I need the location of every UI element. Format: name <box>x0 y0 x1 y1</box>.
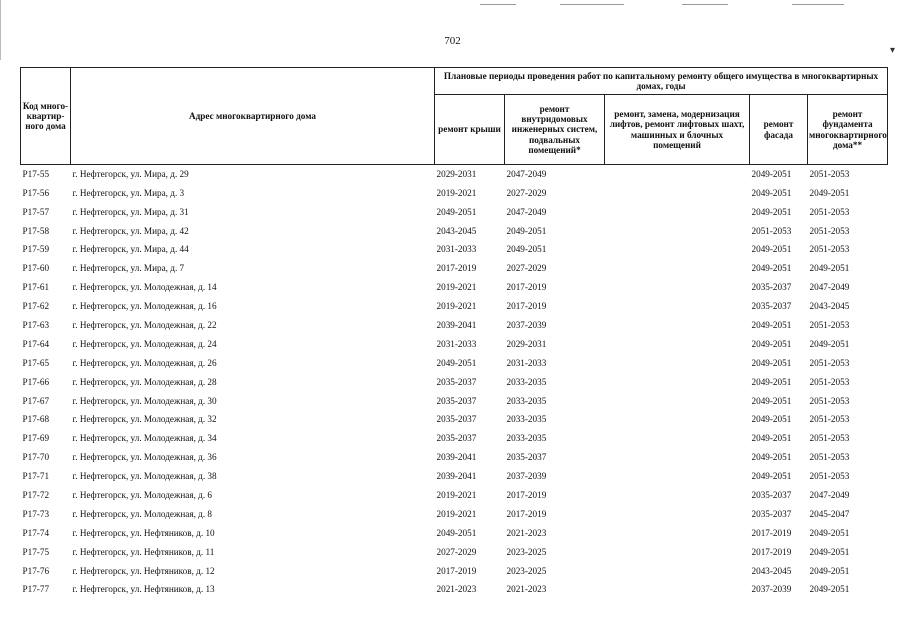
cell-address: г. Нефтегорск, ул. Молодежная, д. 28 <box>72 376 217 387</box>
cell-address: г. Нефтегорск, ул. Мира, д. 42 <box>72 225 189 236</box>
table-row <box>21 448 888 467</box>
table-body <box>21 165 888 600</box>
cell-address: г. Нефтегорск, ул. Мира, д. 29 <box>72 168 189 179</box>
cell-address: г. Нефтегорск, ул. Молодежная, д. 22 <box>72 319 217 330</box>
header-periods-group: Плановые периоды проведения работ по капитальному ремонту общего имущества в многоквартирных домах, годы <box>435 68 888 95</box>
cell-foundation: 2049-2051 <box>809 527 850 538</box>
cell-code: Р17-66 <box>22 376 50 387</box>
cell-foundation: 2051-2053 <box>809 206 850 217</box>
cell-elevators <box>605 184 750 203</box>
cell-elevators <box>605 448 750 467</box>
cell-roof: 2017-2019 <box>436 565 477 576</box>
cell-foundation: 2049-2051 <box>809 187 850 198</box>
cell-address: г. Нефтегорск, ул. Молодежная, д. 8 <box>72 508 213 519</box>
cell-elevators <box>605 335 750 354</box>
cell-engineering: 2023-2025 <box>506 565 547 576</box>
cell-engineering: 2027-2029 <box>506 263 547 274</box>
cell-facade: 2049-2051 <box>751 206 792 217</box>
table-row <box>21 486 888 505</box>
table-row <box>21 467 888 486</box>
cell-foundation: 2051-2053 <box>809 357 850 368</box>
table-row <box>21 392 888 411</box>
cell-elevators <box>605 165 750 184</box>
cell-code: Р17-55 <box>22 168 50 179</box>
cell-foundation: 2049-2051 <box>809 263 850 274</box>
cell-engineering: 2033-2035 <box>506 395 547 406</box>
cell-address: г. Нефтегорск, ул. Молодежная, д. 16 <box>72 301 217 312</box>
cell-engineering: 2017-2019 <box>506 508 547 519</box>
cell-engineering: 2035-2037 <box>506 452 547 463</box>
cell-engineering: 2047-2049 <box>506 168 547 179</box>
table-row <box>21 222 888 241</box>
cell-address: г. Нефтегорск, ул. Молодежная, д. 36 <box>72 452 217 463</box>
header-engineering: ремонт внутридомовых инженерных систем, подвальных помещений* <box>505 95 605 165</box>
cell-foundation: 2043-2045 <box>809 301 850 312</box>
header-address: Адрес многоквартирного дома <box>71 68 435 165</box>
scan-artifact-line <box>682 4 728 5</box>
cell-code: Р17-76 <box>22 565 50 576</box>
cell-code: Р17-60 <box>22 263 50 274</box>
table-row <box>21 259 888 278</box>
cell-engineering: 2029-2031 <box>506 338 547 349</box>
cell-roof: 2039-2041 <box>436 319 477 330</box>
cell-address: г. Нефтегорск, ул. Мира, д. 44 <box>72 244 189 255</box>
cell-engineering: 2017-2019 <box>506 301 547 312</box>
cell-foundation: 2051-2053 <box>809 471 850 482</box>
cell-roof: 2049-2051 <box>436 357 477 368</box>
cell-code: Р17-65 <box>22 357 50 368</box>
cell-code: Р17-59 <box>22 244 50 255</box>
cell-code: Р17-67 <box>22 395 50 406</box>
cell-code: Р17-70 <box>22 452 50 463</box>
header-roof: ремонт крыши <box>435 95 505 165</box>
cell-roof: 2035-2037 <box>436 376 477 387</box>
cell-foundation: 2049-2051 <box>809 565 850 576</box>
cell-roof: 2035-2037 <box>436 433 477 444</box>
cell-facade: 2049-2051 <box>751 338 792 349</box>
cell-engineering: 2017-2019 <box>506 489 547 500</box>
cell-elevators <box>605 222 750 241</box>
cell-elevators <box>605 543 750 562</box>
cell-roof: 2043-2045 <box>436 225 477 236</box>
cell-roof: 2049-2051 <box>436 206 477 217</box>
table-row <box>21 278 888 297</box>
cell-facade: 2017-2019 <box>751 527 792 538</box>
cell-elevators <box>605 486 750 505</box>
cell-facade: 2035-2037 <box>751 508 792 519</box>
cell-facade: 2017-2019 <box>751 546 792 557</box>
cell-roof: 2035-2037 <box>436 414 477 425</box>
cell-facade: 2035-2037 <box>751 301 792 312</box>
cell-facade: 2049-2051 <box>751 187 792 198</box>
table-row <box>21 429 888 448</box>
cell-engineering: 2037-2039 <box>506 319 547 330</box>
cell-foundation: 2051-2053 <box>809 376 850 387</box>
cell-elevators <box>605 392 750 411</box>
cell-roof: 2019-2021 <box>436 508 477 519</box>
cell-facade: 2049-2051 <box>751 263 792 274</box>
cell-code: Р17-62 <box>22 301 50 312</box>
page-number: 702 <box>444 35 461 47</box>
cell-elevators <box>605 354 750 373</box>
cell-roof: 2035-2037 <box>436 395 477 406</box>
table-row <box>21 184 888 203</box>
cell-roof: 2019-2021 <box>436 489 477 500</box>
cell-foundation: 2047-2049 <box>809 489 850 500</box>
cell-code: Р17-72 <box>22 489 50 500</box>
cell-roof: 2029-2031 <box>436 168 477 179</box>
scan-artifact-line <box>480 4 516 5</box>
table-row <box>21 354 888 373</box>
cell-engineering: 2021-2023 <box>506 584 547 595</box>
cell-engineering: 2033-2035 <box>506 376 547 387</box>
table-row <box>21 335 888 354</box>
cell-foundation: 2047-2049 <box>809 282 850 293</box>
cell-facade: 2049-2051 <box>751 244 792 255</box>
cell-address: г. Нефтегорск, ул. Нефтяников, д. 11 <box>72 546 215 557</box>
cell-code: Р17-69 <box>22 433 50 444</box>
cell-code: Р17-77 <box>22 584 50 595</box>
cell-elevators <box>605 203 750 222</box>
cell-facade: 2043-2045 <box>751 565 792 576</box>
cell-elevators <box>605 467 750 486</box>
cell-roof: 2019-2021 <box>436 187 477 198</box>
cell-facade: 2049-2051 <box>751 357 792 368</box>
table-row <box>21 411 888 430</box>
cell-foundation: 2051-2053 <box>809 244 850 255</box>
cell-facade: 2049-2051 <box>751 433 792 444</box>
scan-artifact-line <box>560 4 624 5</box>
cell-address: г. Нефтегорск, ул. Мира, д. 7 <box>72 263 185 274</box>
cell-foundation: 2049-2051 <box>809 546 850 557</box>
cell-elevators <box>605 297 750 316</box>
cell-roof: 2039-2041 <box>436 471 477 482</box>
cell-foundation: 2051-2053 <box>809 452 850 463</box>
cell-foundation: 2051-2053 <box>809 225 850 236</box>
cell-code: Р17-71 <box>22 471 50 482</box>
cell-elevators <box>605 278 750 297</box>
header-facade: ремонт фасада <box>750 95 808 165</box>
table-row <box>21 297 888 316</box>
cell-address: г. Нефтегорск, ул. Нефтяников, д. 13 <box>72 584 215 595</box>
cell-engineering: 2037-2039 <box>506 471 547 482</box>
cell-elevators <box>605 241 750 260</box>
cell-elevators <box>605 581 750 600</box>
cell-foundation: 2049-2051 <box>809 584 850 595</box>
cell-address: г. Нефтегорск, ул. Молодежная, д. 26 <box>72 357 217 368</box>
cell-roof: 2019-2021 <box>436 301 477 312</box>
header-code: Код много-квартир-ного дома <box>21 68 71 165</box>
cell-code: Р17-63 <box>22 319 50 330</box>
cell-engineering: 2033-2035 <box>506 414 547 425</box>
cell-foundation: 2051-2053 <box>809 433 850 444</box>
cell-facade: 2049-2051 <box>751 395 792 406</box>
cell-elevators <box>605 373 750 392</box>
cell-elevators <box>605 429 750 448</box>
table-row <box>21 562 888 581</box>
cell-engineering: 2049-2051 <box>506 244 547 255</box>
cell-engineering: 2033-2035 <box>506 433 547 444</box>
cell-engineering: 2047-2049 <box>506 206 547 217</box>
cell-facade: 2035-2037 <box>751 282 792 293</box>
cell-facade: 2049-2051 <box>751 452 792 463</box>
cell-foundation: 2045-2047 <box>809 508 850 519</box>
cell-roof: 2039-2041 <box>436 452 477 463</box>
cell-address: г. Нефтегорск, ул. Молодежная, д. 14 <box>72 282 217 293</box>
table-row <box>21 505 888 524</box>
cell-engineering: 2017-2019 <box>506 282 547 293</box>
cell-code: Р17-57 <box>22 206 50 217</box>
table-row <box>21 581 888 600</box>
cell-roof: 2031-2033 <box>436 338 477 349</box>
cell-foundation: 2051-2053 <box>809 319 850 330</box>
cell-code: Р17-68 <box>22 414 50 425</box>
scan-mark-arrow: ▾ <box>890 45 896 56</box>
cell-facade: 2049-2051 <box>751 471 792 482</box>
cell-address: г. Нефтегорск, ул. Молодежная, д. 6 <box>72 489 213 500</box>
cell-code: Р17-58 <box>22 225 50 236</box>
cell-engineering: 2027-2029 <box>506 187 547 198</box>
table-row <box>21 543 888 562</box>
cell-facade: 2049-2051 <box>751 168 792 179</box>
cell-address: г. Нефтегорск, ул. Молодежная, д. 32 <box>72 414 217 425</box>
cell-address: г. Нефтегорск, ул. Мира, д. 3 <box>72 187 185 198</box>
header-foundation: ремонт фундамента многоквартирного дома** <box>808 95 888 165</box>
cell-address: г. Нефтегорск, ул. Нефтяников, д. 12 <box>72 565 215 576</box>
cell-facade: 2035-2037 <box>751 489 792 500</box>
cell-foundation: 2051-2053 <box>809 414 850 425</box>
cell-address: г. Нефтегорск, ул. Молодежная, д. 30 <box>72 395 217 406</box>
cell-elevators <box>605 524 750 543</box>
cell-facade: 2051-2053 <box>751 225 792 236</box>
cell-roof: 2021-2023 <box>436 584 477 595</box>
table-row <box>21 373 888 392</box>
table-row <box>21 165 888 184</box>
cell-code: Р17-56 <box>22 187 50 198</box>
header-elevators: ремонт, замена, модернизация лифтов, ремонт лифтовых шахт, машинных и блочных помещений <box>605 95 750 165</box>
cell-address: г. Нефтегорск, ул. Молодежная, д. 34 <box>72 433 217 444</box>
cell-roof: 2031-2033 <box>436 244 477 255</box>
cell-address: г. Нефтегорск, ул. Молодежная, д. 38 <box>72 471 217 482</box>
table-row <box>21 524 888 543</box>
cell-roof: 2017-2019 <box>436 263 477 274</box>
cell-address: г. Нефтегорск, ул. Молодежная, д. 24 <box>72 338 217 349</box>
cell-elevators <box>605 562 750 581</box>
cell-address: г. Нефтегорск, ул. Мира, д. 31 <box>72 206 189 217</box>
cell-roof: 2019-2021 <box>436 282 477 293</box>
scan-artifact-line <box>792 4 844 5</box>
cell-roof: 2027-2029 <box>436 546 477 557</box>
cell-engineering: 2021-2023 <box>506 527 547 538</box>
capital-repair-table <box>20 67 888 599</box>
cell-elevators <box>605 505 750 524</box>
table-row <box>21 316 888 335</box>
cell-code: Р17-64 <box>22 338 50 349</box>
cell-roof: 2049-2051 <box>436 527 477 538</box>
cell-engineering: 2049-2051 <box>506 225 547 236</box>
cell-elevators <box>605 411 750 430</box>
cell-foundation: 2049-2051 <box>809 338 850 349</box>
table-row <box>21 203 888 222</box>
cell-facade: 2049-2051 <box>751 319 792 330</box>
cell-address: г. Нефтегорск, ул. Нефтяников, д. 10 <box>72 527 215 538</box>
cell-engineering: 2023-2025 <box>506 546 547 557</box>
cell-foundation: 2051-2053 <box>809 395 850 406</box>
cell-facade: 2049-2051 <box>751 376 792 387</box>
cell-foundation: 2051-2053 <box>809 168 850 179</box>
table-row <box>21 241 888 260</box>
cell-elevators <box>605 259 750 278</box>
cell-elevators <box>605 316 750 335</box>
cell-code: Р17-61 <box>22 282 50 293</box>
cell-code: Р17-73 <box>22 508 50 519</box>
cell-code: Р17-74 <box>22 527 50 538</box>
cell-code: Р17-75 <box>22 546 50 557</box>
cell-facade: 2037-2039 <box>751 584 792 595</box>
cell-facade: 2049-2051 <box>751 414 792 425</box>
cell-engineering: 2031-2033 <box>506 357 547 368</box>
scan-edge <box>0 0 1 60</box>
